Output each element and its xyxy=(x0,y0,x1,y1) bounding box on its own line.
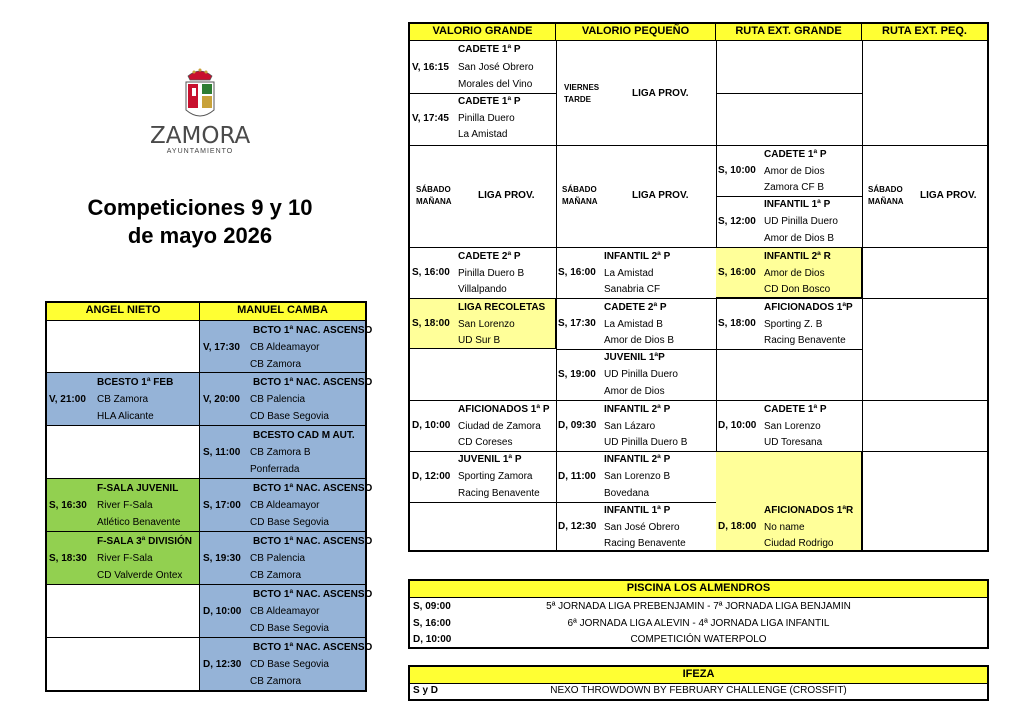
an4-team-b: Atlético Benavente xyxy=(97,517,181,528)
vp-d3-team-b: Racing Benavente xyxy=(604,538,686,549)
rg-s1-team-a: Amor de Dios xyxy=(764,166,825,177)
vg1-team-b: Morales del Vino xyxy=(458,79,533,90)
vg-d1-team-b: CD Coreses xyxy=(458,437,513,448)
ifeza-text: NEXO THROWDOWN BY FEBRUARY CHALLENGE (CROSSFIT) xyxy=(550,685,847,696)
vp-sat-liga: LIGA PROV. xyxy=(632,190,689,201)
vg-s3-category: CADETE 2ª P xyxy=(458,251,521,262)
mc7-team-a: CD Base Segovia xyxy=(250,659,329,670)
page-title: Competiciones 9 y 10 de mayo 2026 xyxy=(87,195,313,248)
an4-category: F-SALA JUVENIL xyxy=(97,483,179,494)
rg-s2-category: INFANTIL 1ª P xyxy=(764,199,831,210)
vp-s5-time: S, 19:00 xyxy=(558,369,596,380)
rg-s2-team-a: UD Pinilla Duero xyxy=(764,216,838,227)
header-ruta-ext-grande: RUTA EXT. GRANDE xyxy=(716,24,862,41)
vp-fri-liga: LIGA PROV. xyxy=(632,88,689,99)
rg-d1-time: D, 10:00 xyxy=(718,420,757,431)
vg-s4-category: LIGA RECOLETAS xyxy=(458,302,546,313)
vp-s3-team-a: La Amistad xyxy=(604,268,654,279)
pool-table xyxy=(408,579,989,649)
header-manuel-camba: MANUEL CAMBA xyxy=(200,303,365,321)
vp-d2-team-b: Bovedana xyxy=(604,488,650,499)
mc4-time: S, 17:00 xyxy=(203,500,241,511)
vp-d3-team-a: San José Obrero xyxy=(604,522,680,533)
vg-s3-team-a: Pinilla Duero B xyxy=(458,268,525,279)
vp-d1-team-a: San Lázaro xyxy=(604,421,656,432)
rg-s4-team-b: Racing Benavente xyxy=(764,335,846,346)
mc3-team-b: Ponferrada xyxy=(250,464,300,475)
vp-s4-team-a: La Amistad B xyxy=(604,319,663,330)
rg-d3-cell xyxy=(716,452,862,550)
pool-row-2-day: S, 16:00 xyxy=(413,618,451,629)
rg-d3-team-a: No name xyxy=(764,522,805,533)
rg-s4-category: AFICIONADOS 1ªP xyxy=(764,302,853,313)
mc2-team-a: CB Palencia xyxy=(250,394,306,405)
an4-time: S, 16:30 xyxy=(49,500,87,511)
mc7-category: BCTO 1ª NAC. ASCENSO xyxy=(253,642,373,653)
vg-s4-team-b: UD Sur B xyxy=(458,335,501,346)
vg-d2-team-b: Racing Benavente xyxy=(458,488,540,499)
vp-d1-time: D, 09:30 xyxy=(558,420,597,431)
an2-category: BCESTO 1ª FEB xyxy=(97,377,174,388)
logo-subtitle: AYUNTAMIENTO xyxy=(166,148,234,155)
vp-d1-team-b: UD Pinilla Duero B xyxy=(604,437,688,448)
rp-sat-day: SÁBADO MAÑANA xyxy=(868,185,904,206)
rg-s4-time: S, 18:00 xyxy=(718,318,756,329)
rg-d3-category: AFICIONADOS 1ªR xyxy=(764,505,854,516)
header-angel-nieto: ANGEL NIETO xyxy=(47,303,200,321)
vg1-team-a: San José Obrero xyxy=(458,62,534,73)
rg-s2-time: S, 12:00 xyxy=(718,216,756,227)
ifeza-table xyxy=(408,665,989,701)
vg-d1-category: AFICIONADOS 1ª P xyxy=(458,404,550,415)
vp-d2-team-a: San Lorenzo B xyxy=(604,471,671,482)
mc3-time: S, 11:00 xyxy=(203,447,241,458)
an2-team-b: HLA Alicante xyxy=(97,411,154,422)
main-schedule-table xyxy=(408,22,989,552)
vp-fri-day: VIERNES TARDE xyxy=(564,83,600,104)
vp-s4-team-b: Amor de Dios B xyxy=(604,335,675,346)
mc1-time: V, 17:30 xyxy=(203,342,240,353)
vp-s3-category: INFANTIL 2ª P xyxy=(604,251,671,262)
rg-s1-team-b: Zamora CF B xyxy=(764,182,825,193)
vp-s3-time: S, 16:00 xyxy=(558,267,596,278)
mc1-team-b: CB Zamora xyxy=(250,359,302,370)
rg-s1-category: CADETE 1ª P xyxy=(764,149,827,160)
mc5-category: BCTO 1ª NAC. ASCENSO xyxy=(253,536,373,547)
an5-team-b: CD Valverde Ontex xyxy=(97,570,183,581)
an5-time: S, 18:30 xyxy=(49,553,87,564)
vg-s3-time: S, 16:00 xyxy=(412,267,450,278)
city-logo xyxy=(150,66,250,162)
mc6-category: BCTO 1ª NAC. ASCENSO xyxy=(253,589,373,600)
vg-s4-team-a: San Lorenzo xyxy=(458,319,515,330)
pool-row-3-day: D, 10:00 xyxy=(413,634,452,645)
rg-s3-team-b: CD Don Bosco xyxy=(764,284,831,295)
vp-d1-category: INFANTIL 2ª P xyxy=(604,404,671,415)
ifeza-header: IFEZA xyxy=(410,667,987,684)
vp-s5-team-a: UD Pinilla Duero xyxy=(604,369,678,380)
an2-team-a: CB Zamora xyxy=(97,394,149,405)
vg2-category: CADETE 1ª P xyxy=(458,96,521,107)
vg-s4-time: S, 18:00 xyxy=(412,318,450,329)
vp-s5-team-b: Amor de Dios xyxy=(604,386,665,397)
rg-d1-team-b: UD Toresana xyxy=(764,437,823,448)
mc5-team-b: CB Zamora xyxy=(250,570,302,581)
mc4-category: BCTO 1ª NAC. ASCENSO xyxy=(253,483,373,494)
rg-s4-team-a: Sporting Z. B xyxy=(764,319,823,330)
vg-sat-liga: LIGA PROV. xyxy=(478,190,535,201)
mc2-team-b: CD Base Segovia xyxy=(250,411,329,422)
mc5-time: S, 19:30 xyxy=(203,553,241,564)
vg1-time: V, 16:15 xyxy=(412,62,449,73)
vp-sat-day: SÁBADO MAÑANA xyxy=(562,185,598,206)
mc1-team-a: CB Aldeamayor xyxy=(250,342,320,353)
mc4-team-a: CB Aldeamayor xyxy=(250,500,320,511)
rg-d1-category: CADETE 1ª P xyxy=(764,404,827,415)
pool-row-3-text: COMPETICIÓN WATERPOLO xyxy=(630,634,767,645)
vg-d2-team-a: Sporting Zamora xyxy=(458,471,533,482)
ifeza-day: S y D xyxy=(413,685,439,696)
vp-s5-category: JUVENIL 1ªP xyxy=(604,352,665,363)
vg1-category: CADETE 1ª P xyxy=(458,44,521,55)
vg2-time: V, 17:45 xyxy=(412,113,449,124)
vp-d2-category: INFANTIL 2ª P xyxy=(604,454,671,465)
header-ruta-ext-peq: RUTA EXT. PEQ. xyxy=(862,24,987,41)
pool-header: PISCINA LOS ALMENDROS xyxy=(410,581,987,598)
an2-time: V, 21:00 xyxy=(49,394,86,405)
vg2-team-a: Pinilla Duero xyxy=(458,113,515,124)
rg-s2-team-b: Amor de Dios B xyxy=(764,233,835,244)
vp-d3-time: D, 12:30 xyxy=(558,521,597,532)
mc1-category: BCTO 1ª NAC. ASCENSO xyxy=(253,325,373,336)
vg-sat-day: SÁBADO MAÑANA xyxy=(416,185,452,206)
pavilion-schedule-table xyxy=(45,301,373,692)
rg-s3-category: INFANTIL 2ª R xyxy=(764,251,831,262)
vp-d2-time: D, 11:00 xyxy=(558,471,596,482)
an5-category: F-SALA 3ª DIVISIÓN xyxy=(97,536,193,547)
vp-s4-category: CADETE 2ª P xyxy=(604,302,667,313)
rp-sat-liga: LIGA PROV. xyxy=(920,190,977,201)
rg-s3-team-a: Amor de Dios xyxy=(764,268,825,279)
mc7-time: D, 12:30 xyxy=(203,659,242,670)
an5-team-a: River F-Sala xyxy=(97,553,153,564)
mc6-team-b: CD Base Segovia xyxy=(250,623,329,634)
mc4-team-b: CD Base Segovia xyxy=(250,517,329,528)
an4-team-a: River F-Sala xyxy=(97,500,153,511)
vg-d2-time: D, 12:00 xyxy=(412,471,451,482)
rg-s1-time: S, 10:00 xyxy=(718,165,756,176)
mc2-category: BCTO 1ª NAC. ASCENSO xyxy=(253,377,373,388)
header-valorio-pequeno: VALORIO PEQUEÑO xyxy=(556,24,716,41)
logo-name: ZAMORA xyxy=(150,123,251,149)
vg-d1-time: D, 10:00 xyxy=(412,420,451,431)
vg-d1-team-a: Ciudad de Zamora xyxy=(458,421,541,432)
vg-s3-team-b: Villalpando xyxy=(458,284,507,295)
header-valorio-grande: VALORIO GRANDE xyxy=(410,24,556,41)
mc2-time: V, 20:00 xyxy=(203,394,240,405)
vg2-team-b: La Amistad xyxy=(458,129,508,140)
pool-row-1-text: 5ª JORNADA LIGA PREBENJAMIN - 7ª JORNADA LIGA BENJAMIN xyxy=(546,601,851,612)
mc6-team-a: CB Aldeamayor xyxy=(250,606,320,617)
vp-d3-category: INFANTIL 1ª P xyxy=(604,505,671,516)
pool-row-2-text: 6ª JORNADA LIGA ALEVIN - 4ª JORNADA LIGA INFANTIL xyxy=(567,618,830,629)
mc3-category: BCESTO CAD M AUT. xyxy=(253,430,355,441)
vp-s3-team-b: Sanabria CF xyxy=(604,284,661,295)
rg-s3-time: S, 16:00 xyxy=(718,267,756,278)
rg-d3-time: D, 18:00 xyxy=(718,521,757,532)
rg-d1-team-a: San Lorenzo xyxy=(764,421,821,432)
vp-s4-time: S, 17:30 xyxy=(558,318,596,329)
mc6-time: D, 10:00 xyxy=(203,606,242,617)
pool-row-1-day: S, 09:00 xyxy=(413,601,451,612)
rg-d3-team-b: Ciudad Rodrigo xyxy=(764,538,834,549)
mc7-team-b: CB Zamora xyxy=(250,676,302,687)
mc3-team-a: CB Zamora B xyxy=(250,447,311,458)
mc5-team-a: CB Palencia xyxy=(250,553,306,564)
coat-of-arms-icon xyxy=(180,66,220,124)
vg-d2-category: JUVENIL 1ª P xyxy=(458,454,522,465)
